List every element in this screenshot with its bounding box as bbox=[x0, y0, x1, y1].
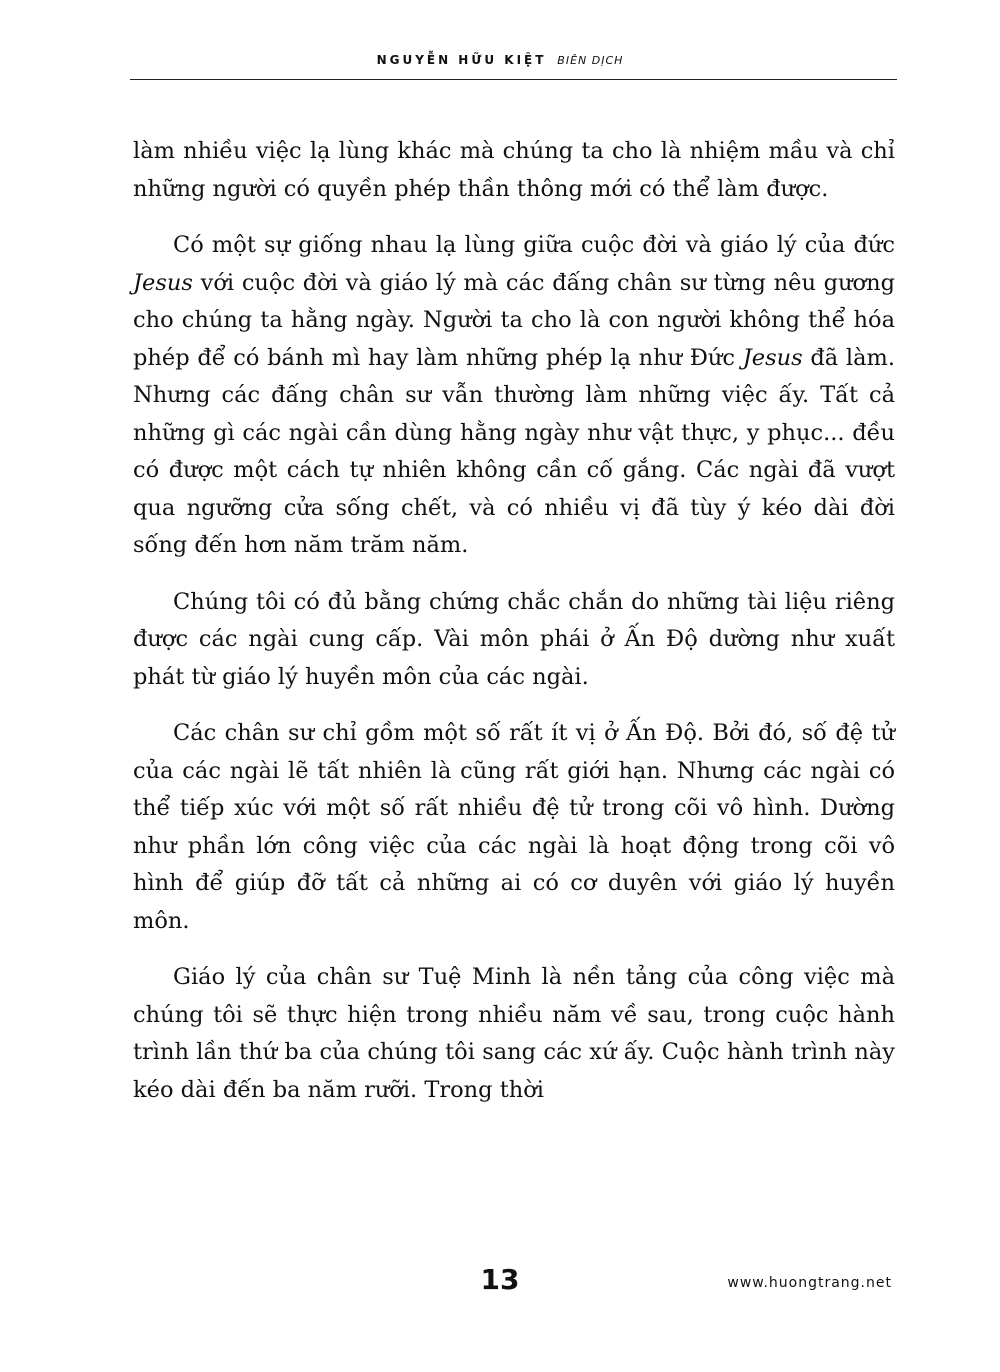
paragraph: Giáo lý của chân sư Tuệ Minh là nền tảng của công việc mà chúng tôi sẽ thực hiện trong nhiều năm về sau, trong cuộc hành trình lần thứ ba của chúng tôi sang các xứ ấy. Cuộc hành trình này kéo dài đến ba năm rưỡi. Trong thời bbox=[133, 964, 895, 1103]
paragraph: Có một sự giống nhau lạ lùng giữa cuộc đời và giáo lý của đức Jesus với cuộc đời và giáo lý mà các đấng chân sư từng nêu gương cho chúng ta hằng ngày. Người ta cho là con người không thể hóa phép để có bánh mì hay làm những phép lạ như Đức Jesus đã làm. Nhưng các đấng chân sư vẫn thường làm những việc ấy. Tất cả những gì các ngài cần dùng hằng ngày như vật thực, y phục... đều có được một cách tự nhiên không cần cố gắng. Các ngài đã vượt qua ngưỡng cửa sống chết, và có nhiều vị đã tùy ý kéo dài đời sống đến hơn năm trăm năm. bbox=[133, 232, 895, 558]
running-header bbox=[0, 52, 1000, 69]
header-role: BIÊN DỊCH bbox=[557, 54, 624, 67]
body-text bbox=[133, 133, 895, 1109]
header-divider bbox=[130, 79, 897, 80]
page-number: 13 bbox=[480, 1263, 520, 1296]
paragraph: Chúng tôi có đủ bằng chứng chắc chắn do những tài liệu riêng được các ngài cung cấp. Vài môn phái ở Ấn Độ dường như xuất phát từ giáo lý huyền môn của các ngài. bbox=[133, 588, 895, 690]
header-author: NGUYỄN HỮU KIỆT bbox=[376, 53, 547, 67]
paragraph: Các chân sư chỉ gồm một số rất ít vị ở Ấn Độ. Bởi đó, số đệ tử của các ngài lẽ tất nhiên là cũng rất giới hạn. Nhưng các ngài có thể tiếp xúc với một số rất nhiều đệ tử trong cõi vô hình. Dường như phần lớn công việc của các ngài là hoạt động trong cõi vô hình để giúp đỡ tất cả những ai có cơ duyên với giáo lý huyền môn. bbox=[133, 720, 895, 934]
website-url: www.huongtrang.net bbox=[727, 1275, 892, 1291]
paragraph: làm nhiều việc lạ lùng khác mà chúng ta cho là nhiệm mầu và chỉ những người có quyền phép thần thông mới có thể làm được. bbox=[133, 138, 895, 202]
